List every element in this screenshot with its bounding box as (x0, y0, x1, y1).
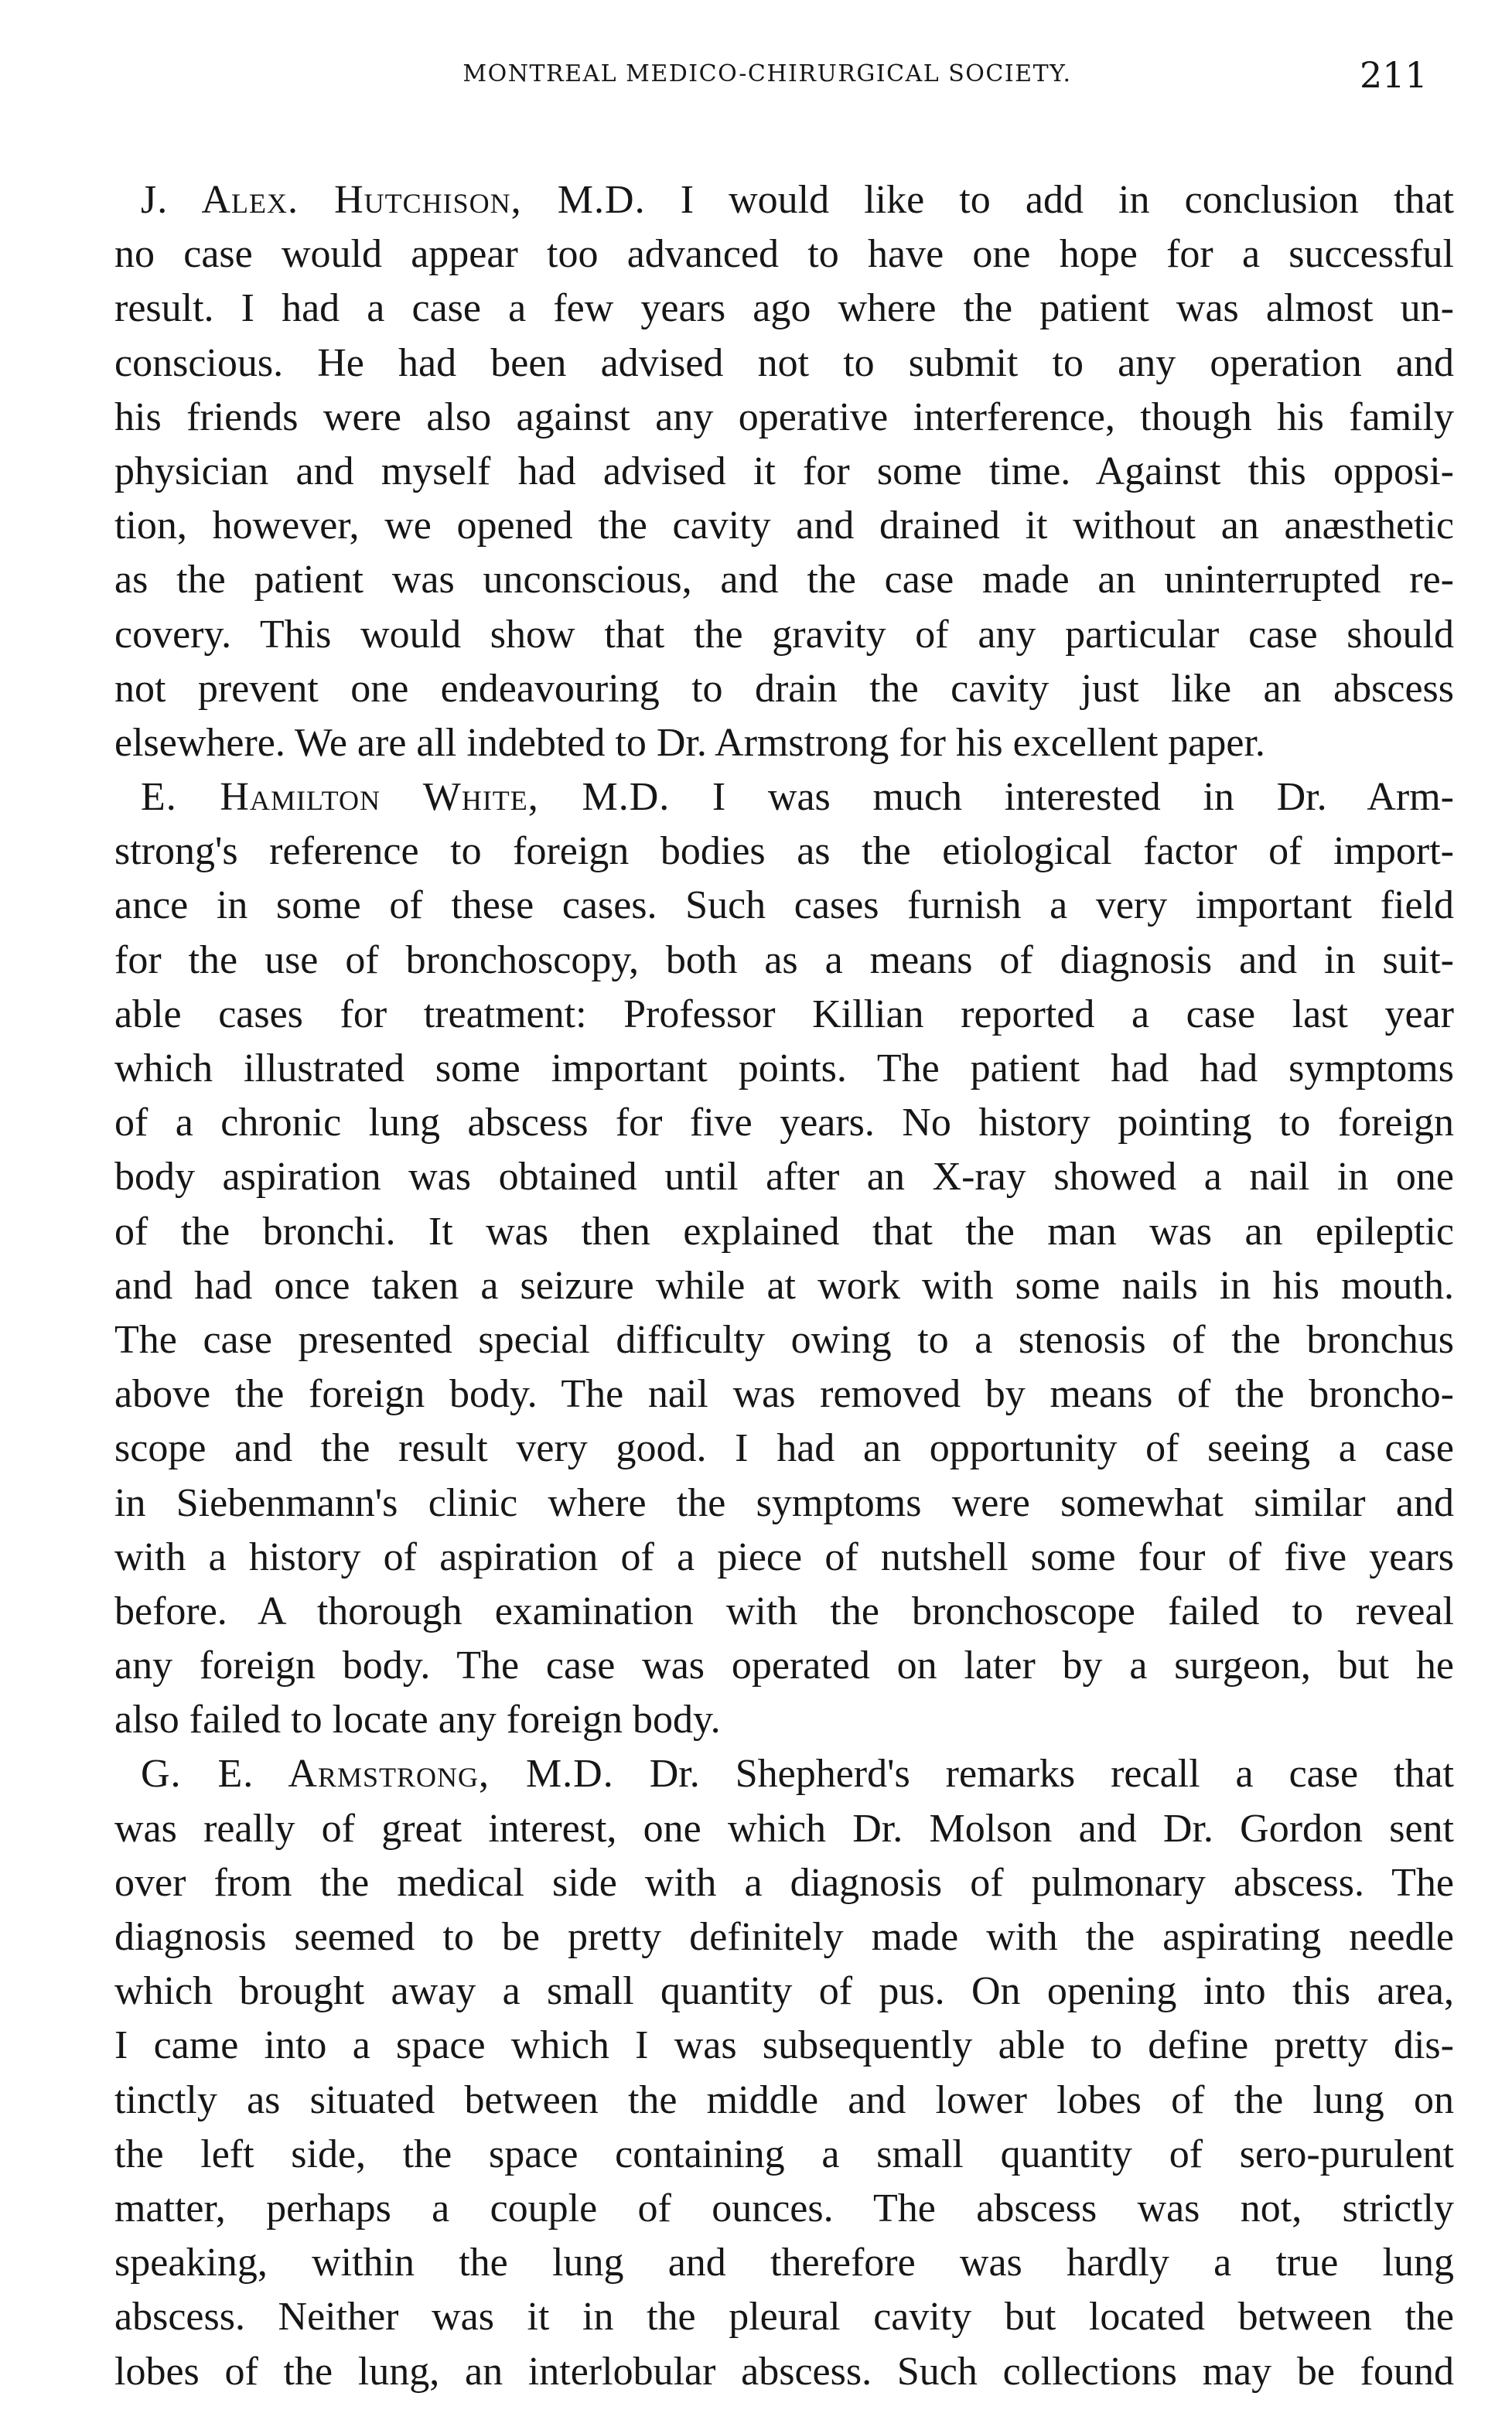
text-line: in Siebenmann's clinic where the symptoms were somewhat similar and (114, 1480, 1454, 1525)
page-number: 211 (1360, 54, 1428, 96)
text-line: the left side, the space containing a small quantity of sero-purulent (114, 2132, 1454, 2176)
text-line: any foreign body. The case was operated on later by a surgeon, but he (114, 1643, 1454, 1688)
text-line: abscess. Neither was it in the pleural cavity but located between the (114, 2295, 1454, 2340)
text-line: lobes of the lung, an interlobular abscess. Such collections may be found (114, 2349, 1454, 2394)
text-line: was really of great interest, one which Dr. Molson and Dr. Gordon sent (114, 1806, 1454, 1851)
paragraph-armstrong (114, 1747, 1454, 2398)
text-line: above the foreign body. The nail was removed by means of the broncho- (114, 1372, 1454, 1417)
running-head: MONTREAL MEDICO-CHIRURGICAL SOCIETY. (462, 60, 1072, 87)
speaker-name: E. Hamilton White, M.D. (141, 775, 671, 820)
text-line: I came into a space which I was subsequently able to define pretty dis- (114, 2023, 1454, 2068)
text-line: strong's reference to foreign bodies as the etiological factor of import- (114, 829, 1454, 874)
line-text: Dr. Shepherd's remarks recall a case that (613, 1752, 1455, 1797)
text-line: body aspiration was obtained until after an X-ray showed a nail in one (114, 1155, 1454, 1200)
speaker-name: J. Alex. Hutchison, M.D. (141, 178, 646, 222)
text-line: and had once taken a seizure while at work with some nails in his mouth. (114, 1263, 1454, 1308)
text-line: tinctly as situated between the middle and lower lobes of the lung on (114, 2077, 1454, 2122)
text-line: conscious. He had been advised not to submit to any operation and (114, 340, 1454, 385)
text-line: of the bronchi. It was then explained that the man was an epileptic (114, 1209, 1454, 1254)
text-line: elsewhere. We are all indebted to Dr. Armstrong for his excellent paper. (114, 720, 1265, 765)
text-line: no case would appear too advanced to have one hope for a successful (114, 232, 1454, 277)
text-line: ance in some of these cases. Such cases furnish a very important field (114, 883, 1454, 928)
page-header (0, 54, 1512, 130)
text-line: over from the medical side with a diagnosis of pulmonary abscess. The (114, 1860, 1454, 1905)
line-text: I would like to add in conclusion that (645, 178, 1454, 222)
text-line: covery. This would show that the gravity of any particular case should (114, 612, 1454, 657)
paragraph-white (114, 770, 1454, 1747)
text-line: able cases for treatment: Professor Killian reported a case last year (114, 992, 1454, 1036)
speaker-name: G. E. Armstrong, M.D. (141, 1752, 614, 1797)
text-line: speaking, within the lung and therefore was hardly a true lung (114, 2241, 1454, 2285)
text-line: with a history of aspiration of a piece of nutshell some four of five years (114, 1534, 1454, 1579)
text-line: also failed to locate any foreign body. (114, 1698, 721, 1742)
text-line: The case presented special difficulty owing to a stenosis of the bronchus (114, 1317, 1454, 1362)
text-line: for the use of bronchoscopy, both as a means of diagnosis and in suit- (114, 937, 1454, 982)
body-text (114, 173, 1455, 2394)
paragraph-hutchison (114, 173, 1454, 770)
text-line (114, 1747, 1454, 1801)
text-line: as the patient was unconscious, and the case made an uninterrupted re- (114, 558, 1454, 602)
text-line: before. A thorough examination with the bronchoscope failed to reveal (114, 1589, 1454, 1633)
text-line: physician and myself had advised it for some time. Against this opposi- (114, 449, 1454, 493)
text-line: scope and the result very good. I had an opportunity of seeing a case (114, 1426, 1454, 1471)
text-line: which brought away a small quantity of pus. On opening into this area, (114, 1969, 1454, 2014)
text-line: matter, perhaps a couple of ounces. The abscess was not, strictly (114, 2186, 1454, 2231)
text-line: not prevent one endeavouring to drain the cavity just like an abscess (114, 666, 1454, 711)
text-line: of a chronic lung abscess for five years. No history pointing to foreign (114, 1101, 1454, 1145)
text-line: result. I had a case a few years ago where the patient was almost un- (114, 286, 1454, 331)
text-line (114, 770, 1454, 824)
text-line: his friends were also against any operative interference, though his family (114, 394, 1454, 439)
text-line: which illustrated some important points. The patient had had symptoms (114, 1046, 1454, 1091)
text-line: tion, however, we opened the cavity and drained it without an anæsthetic (114, 503, 1454, 548)
text-line: diagnosis seemed to be pretty definitely made with the aspirating needle (114, 1915, 1454, 1959)
text-line (114, 173, 1454, 227)
line-text: I was much interested in Dr. Arm- (670, 775, 1455, 820)
